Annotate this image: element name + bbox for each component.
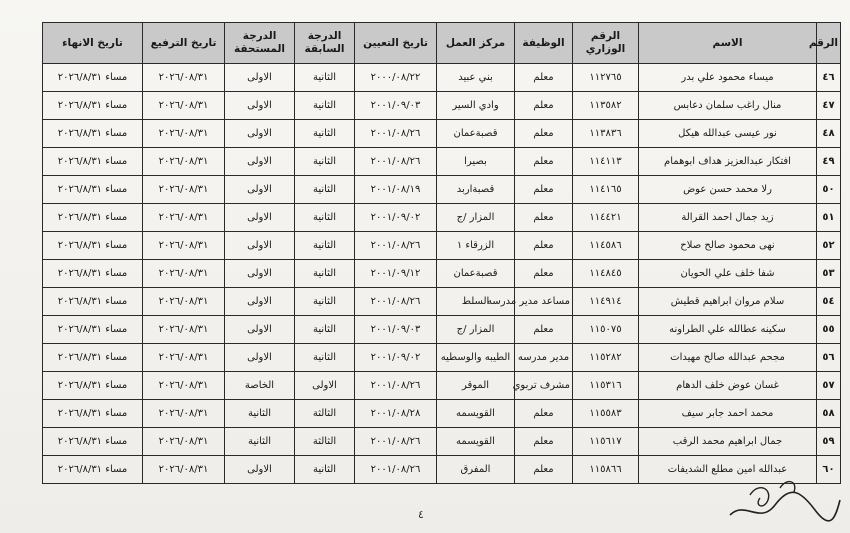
cell-job: معلم [515,232,573,260]
cell-appointment-date: ٢٠٠١/٠٨/٢٦ [355,372,437,400]
cell-appointment-date: ٢٠٠١/٠٩/٠٣ [355,316,437,344]
table-row [43,232,841,260]
cell-end-date: مساء ٢٠٢٦/٨/٣١ [43,120,143,148]
cell-ministry-no: ١١٤٤٢١ [573,204,639,232]
cell-work-center: قصبةعمان [437,120,515,148]
cell-ministry-no: ١١٣٨٣٦ [573,120,639,148]
cell-name: ميساء محمود علي بدر [639,64,817,92]
table-row [43,260,841,288]
cell-job: مساعد مدير مدرسه [515,288,573,316]
cell-num: ٤٦ [817,64,841,92]
cell-ministry-no: ١١٢٧٦٥ [573,64,639,92]
promotion-table [42,22,841,484]
table-row [43,204,841,232]
cell-end-date: مساء ٢٠٢٦/٨/٣١ [43,148,143,176]
cell-prev-grade: الثانية [295,120,355,148]
cell-promotion-date: ٢٠٢٦/٠٨/٣١ [143,120,225,148]
cell-work-center: قصبةعمان [437,260,515,288]
cell-ministry-no: ١١٤١١٣ [573,148,639,176]
cell-appointment-date: ٢٠٠١/٠٨/٢٦ [355,120,437,148]
cell-prev-grade: الثالثة [295,428,355,456]
cell-name: محمد احمد جابر سيف [639,400,817,428]
table-row [43,316,841,344]
cell-work-center: وادي السير [437,92,515,120]
cell-job: معلم [515,316,573,344]
cell-num: ٥٥ [817,316,841,344]
cell-promotion-date: ٢٠٢٦/٠٨/٣١ [143,260,225,288]
cell-work-center: الموقر [437,372,515,400]
cell-job: معلم [515,92,573,120]
table-row [43,428,841,456]
cell-prev-grade: الثانية [295,456,355,484]
cell-ministry-no: ١١٥٢٨٢ [573,344,639,372]
cell-prev-grade: الثانية [295,176,355,204]
cell-appointment-date: ٢٠٠١/٠٨/٢٦ [355,428,437,456]
cell-appointment-date: ٢٠٠١/٠٩/٠٢ [355,204,437,232]
table-row [43,120,841,148]
cell-num: ٥٤ [817,288,841,316]
cell-job: مشرف تربوي [515,372,573,400]
cell-ministry-no: ١١٥٨٦٦ [573,456,639,484]
cell-name: منال راغب سلمان دعابس [639,92,817,120]
cell-name: سلام مروان ابراهيم قطيش [639,288,817,316]
cell-end-date: مساء ٢٠٢٦/٨/٣١ [43,400,143,428]
header-due-grade: الدرجة المستحقة [225,23,295,64]
cell-ministry-no: ١١٥٦١٧ [573,428,639,456]
cell-end-date: مساء ٢٠٢٦/٨/٣١ [43,64,143,92]
cell-due-grade: الاولى [225,232,295,260]
cell-appointment-date: ٢٠٠٠/٠٨/٢٢ [355,64,437,92]
cell-num: ٥٨ [817,400,841,428]
cell-due-grade: الاولى [225,92,295,120]
page-number: ٤ [418,508,424,521]
handwritten-signature [720,470,845,530]
cell-end-date: مساء ٢٠٢٦/٨/٣١ [43,288,143,316]
cell-work-center: قصبةاربد [437,176,515,204]
cell-num: ٤٩ [817,148,841,176]
cell-work-center: بني عبيد [437,64,515,92]
cell-appointment-date: ٢٠٠١/٠٩/٠٣ [355,92,437,120]
cell-prev-grade: الثانية [295,260,355,288]
cell-num: ٤٧ [817,92,841,120]
cell-num: ٥٢ [817,232,841,260]
cell-num: ٥١ [817,204,841,232]
cell-job: معلم [515,204,573,232]
cell-job: معلم [515,400,573,428]
cell-num: ٥٩ [817,428,841,456]
cell-appointment-date: ٢٠٠١/٠٨/٢٦ [355,232,437,260]
cell-job: مدير مدرسه [515,344,573,372]
cell-num: ٤٨ [817,120,841,148]
cell-promotion-date: ٢٠٢٦/٠٨/٣١ [143,148,225,176]
cell-promotion-date: ٢٠٢٦/٠٨/٣١ [143,428,225,456]
table-row [43,92,841,120]
cell-work-center: الزرقاء ١ [437,232,515,260]
table-row [43,148,841,176]
cell-end-date: مساء ٢٠٢٦/٨/٣١ [43,428,143,456]
cell-prev-grade: الثانية [295,148,355,176]
cell-promotion-date: ٢٠٢٦/٠٨/٣١ [143,92,225,120]
cell-num: ٥٣ [817,260,841,288]
cell-prev-grade: الثانية [295,204,355,232]
cell-ministry-no: ١١٥٥٨٣ [573,400,639,428]
header-appointment-date: تاريخ التعيين [355,23,437,64]
cell-due-grade: الاولى [225,120,295,148]
cell-job: معلم [515,260,573,288]
table-row [43,64,841,92]
cell-prev-grade: الثانية [295,344,355,372]
cell-appointment-date: ٢٠٠١/٠٨/٢٨ [355,400,437,428]
cell-work-center: القويسمه [437,400,515,428]
cell-prev-grade: الثانية [295,92,355,120]
header-ministry-no: الرقم الوزاري [573,23,639,64]
cell-name: عبدالله امين مطلع الشديفات [639,456,817,484]
cell-ministry-no: ١١٥٣١٦ [573,372,639,400]
cell-promotion-date: ٢٠٢٦/٠٨/٣١ [143,232,225,260]
cell-name: رلا محمد حسن عوض [639,176,817,204]
cell-promotion-date: ٢٠٢٦/٠٨/٣١ [143,456,225,484]
cell-due-grade: الخاصة [225,372,295,400]
cell-due-grade: الاولى [225,288,295,316]
cell-work-center: السلط [437,288,515,316]
cell-promotion-date: ٢٠٢٦/٠٨/٣١ [143,400,225,428]
cell-appointment-date: ٢٠٠١/٠٨/٢٦ [355,148,437,176]
cell-prev-grade: الثانية [295,288,355,316]
cell-job: معلم [515,64,573,92]
cell-name: زيد جمال احمد القرالة [639,204,817,232]
cell-name: نور عيسى عبدالله هيكل [639,120,817,148]
header-work-center: مركز العمل [437,23,515,64]
cell-work-center: القويسمه [437,428,515,456]
cell-end-date: مساء ٢٠٢٦/٨/٣١ [43,92,143,120]
cell-name: شفا خلف علي الحويان [639,260,817,288]
table-row [43,344,841,372]
cell-end-date: مساء ٢٠٢٦/٨/٣١ [43,204,143,232]
cell-due-grade: الاولى [225,344,295,372]
cell-end-date: مساء ٢٠٢٦/٨/٣١ [43,260,143,288]
cell-prev-grade: الثالثة [295,400,355,428]
cell-promotion-date: ٢٠٢٦/٠٨/٣١ [143,372,225,400]
cell-prev-grade: الاولى [295,372,355,400]
header-prev-grade: الدرجة السابقة [295,23,355,64]
cell-promotion-date: ٢٠٢٦/٠٨/٣١ [143,176,225,204]
cell-work-center: المفرق [437,456,515,484]
cell-work-center: المزار /ج [437,204,515,232]
cell-end-date: مساء ٢٠٢٦/٨/٣١ [43,316,143,344]
cell-due-grade: الثانية [225,428,295,456]
cell-due-grade: الاولى [225,176,295,204]
cell-due-grade: الاولى [225,64,295,92]
header-num: الرقم [817,23,841,64]
cell-ministry-no: ١١٥٠٧٥ [573,316,639,344]
cell-work-center: بصيرا [437,148,515,176]
table-header-row [43,23,841,64]
cell-promotion-date: ٢٠٢٦/٠٨/٣١ [143,316,225,344]
cell-appointment-date: ٢٠٠١/٠٩/٠٢ [355,344,437,372]
table-row [43,288,841,316]
table-row [43,400,841,428]
cell-appointment-date: ٢٠٠١/٠٨/٢٦ [355,456,437,484]
header-end-date: تاريخ الانهاء [43,23,143,64]
cell-job: معلم [515,120,573,148]
cell-name: مجحم عبدالله صالح مهيدات [639,344,817,372]
cell-due-grade: الاولى [225,456,295,484]
cell-promotion-date: ٢٠٢٦/٠٨/٣١ [143,64,225,92]
cell-end-date: مساء ٢٠٢٦/٨/٣١ [43,232,143,260]
cell-appointment-date: ٢٠٠١/٠٩/١٢ [355,260,437,288]
cell-name: سكينه عطالله علي الطراونه [639,316,817,344]
cell-promotion-date: ٢٠٢٦/٠٨/٣١ [143,204,225,232]
cell-end-date: مساء ٢٠٢٦/٨/٣١ [43,372,143,400]
cell-ministry-no: ١١٤٥٨٦ [573,232,639,260]
cell-promotion-date: ٢٠٢٦/٠٨/٣١ [143,288,225,316]
cell-prev-grade: الثانية [295,316,355,344]
cell-num: ٥٧ [817,372,841,400]
cell-work-center: المزار /ج [437,316,515,344]
cell-ministry-no: ١١٤٨٤٥ [573,260,639,288]
cell-ministry-no: ١١٤٩١٤ [573,288,639,316]
cell-due-grade: الاولى [225,316,295,344]
cell-ministry-no: ١١٣٥٨٢ [573,92,639,120]
cell-name: غسان عوض خلف الدهام [639,372,817,400]
cell-end-date: مساء ٢٠٢٦/٨/٣١ [43,456,143,484]
header-promotion-date: تاريخ الترفيع [143,23,225,64]
table-row [43,372,841,400]
cell-num: ٥٠ [817,176,841,204]
cell-name: نهى محمود صالح صلاح [639,232,817,260]
cell-num: ٥٦ [817,344,841,372]
cell-due-grade: الاولى [225,204,295,232]
cell-job: معلم [515,176,573,204]
header-job: الوظيفة [515,23,573,64]
cell-job: معلم [515,456,573,484]
cell-job: معلم [515,148,573,176]
cell-work-center: الطيبه والوسطيه [437,344,515,372]
cell-promotion-date: ٢٠٢٦/٠٨/٣١ [143,344,225,372]
cell-prev-grade: الثانية [295,232,355,260]
cell-prev-grade: الثانية [295,64,355,92]
table-row [43,176,841,204]
cell-due-grade: الاولى [225,260,295,288]
cell-ministry-no: ١١٤١٦٥ [573,176,639,204]
cell-name: افتكار عبدالعزيز هداف ابوهمام [639,148,817,176]
cell-due-grade: الثانية [225,400,295,428]
cell-appointment-date: ٢٠٠١/٠٨/١٩ [355,176,437,204]
cell-num: ٦٠ [817,456,841,484]
cell-job: معلم [515,428,573,456]
cell-end-date: مساء ٢٠٢٦/٨/٣١ [43,344,143,372]
cell-end-date: مساء ٢٠٢٦/٨/٣١ [43,176,143,204]
cell-name: جمال ابراهيم محمد الرقب [639,428,817,456]
cell-due-grade: الاولى [225,148,295,176]
header-name: الاسم [639,23,817,64]
cell-appointment-date: ٢٠٠١/٠٨/٢٦ [355,288,437,316]
